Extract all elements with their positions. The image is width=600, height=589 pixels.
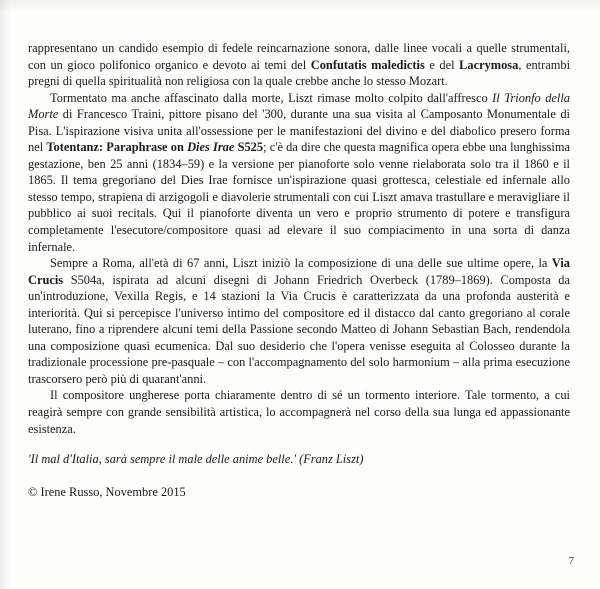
text-run: S504a, ispirata ad alcuni disegni di Johann Friedrich Overbeck (1789–1869). Composta da un'introduzione, Vexilla Regis, e 14 stazioni la Via Crucis è caratterizzata da una profonda austerità e interiorità. Qui si percepisce l'universo intimo del compositore ed il distacco dal canto gregoriano al corale luterano, fino a riprendere alcuni temi della Passione secondo Matteo di Johann Sebastian Bach, rendendola una composizione quasi ecumenica. Dal suo desiderio che l'opera venisse eseguita al Colosseo durante la tradizionale processione pre-pasquale – con l'accompagnamento del solo harmonium – alla prima esecuzione trascorsero però più di quarant'anni. [28,272,570,386]
body-paragraph [28,255,570,387]
text-run: Il compositore ungherese porta chiaramente dentro di sé un tormento interiore. Tale tormento, a cui reagirà sempre con grande sensibilità artistica, lo accompagnerà nel corso della sua lunga ed appassionante esistenza. [28,388,570,436]
body-paragraph [28,90,570,255]
text-run: Tormentato ma anche affascinato dalla morte, Liszt rimase molto colpito dall'affresco [50,90,493,105]
text-run: S525 [234,140,264,155]
page-edge-shadow-top [0,0,600,12]
text-run: Totentanz: Paraphrase on [46,140,188,155]
text-run: , entrambi pregni di quella spiritualità non religiosa con la quale crebbe anche lo stesso Mozart. [28,57,571,89]
page-body [28,40,570,500]
text-run: Dies Irae [187,140,235,155]
body-paragraph [28,387,570,437]
text-run [187,140,234,154]
text-run: Sempre a Roma, all'età di 67 anni, Liszt iniziò la composizione di una delle sue ultime opere, la [50,256,552,271]
text-run: Via Crucis [28,256,570,287]
body-paragraph [28,40,570,90]
author-credit: © Irene Russo, Novembre 2015 [28,484,186,499]
page-edge-shadow-left [0,0,10,589]
text-run: di Francesco Traini, pittore pisano del '300, durante una sua visita al Camposanto Monumentale di Pisa. L'ispirazione visiva unita all'ossessione per le manifestazioni del divino e del diabolico presero forma nel [28,107,570,155]
text-run: e del [424,57,460,72]
text-run: Lacrymosa [459,57,519,72]
text-run: rappresentano un candido esempio di fedele reincarnazione sonora, dalle linee vocali a quelle strumentali, con un gioco polifonico organico e devoto ai temi del [28,41,570,72]
paragraph-list [28,40,570,437]
text-run: ; c'è da dire che questa magnifica opera ebbe una lunghissima gestazione, ben 25 anni (1834–59) e la versione per pianoforte solo venne rielaborata solo tra il 1860 e il 1865. Il tema gregoriano del Dies Irae fornisce un'ispirazione quasi grottesca, celestiale ed infernale allo stesso tempo, strapiena di arzigogoli e diavolerie strumentali con cui Liszt amava trastullare e meravigliare il pubblico ai suoi recitals. Qui il pianoforte diventa un vero e proprio strumento di potere e transfigura completamente l'esecutore/compositore quasi ad elevare il suo compiacimento in una sorta di danza infernale. [28,140,570,254]
text-run: Confutatis maledictis [310,57,425,72]
text-run: Il Trionfo della Morte [28,90,570,122]
page-number: 7 [568,555,574,567]
pull-quote: 'Il mal d'Italia, sarà sempre il male delle anime belle.' (Franz Liszt) [28,452,364,467]
